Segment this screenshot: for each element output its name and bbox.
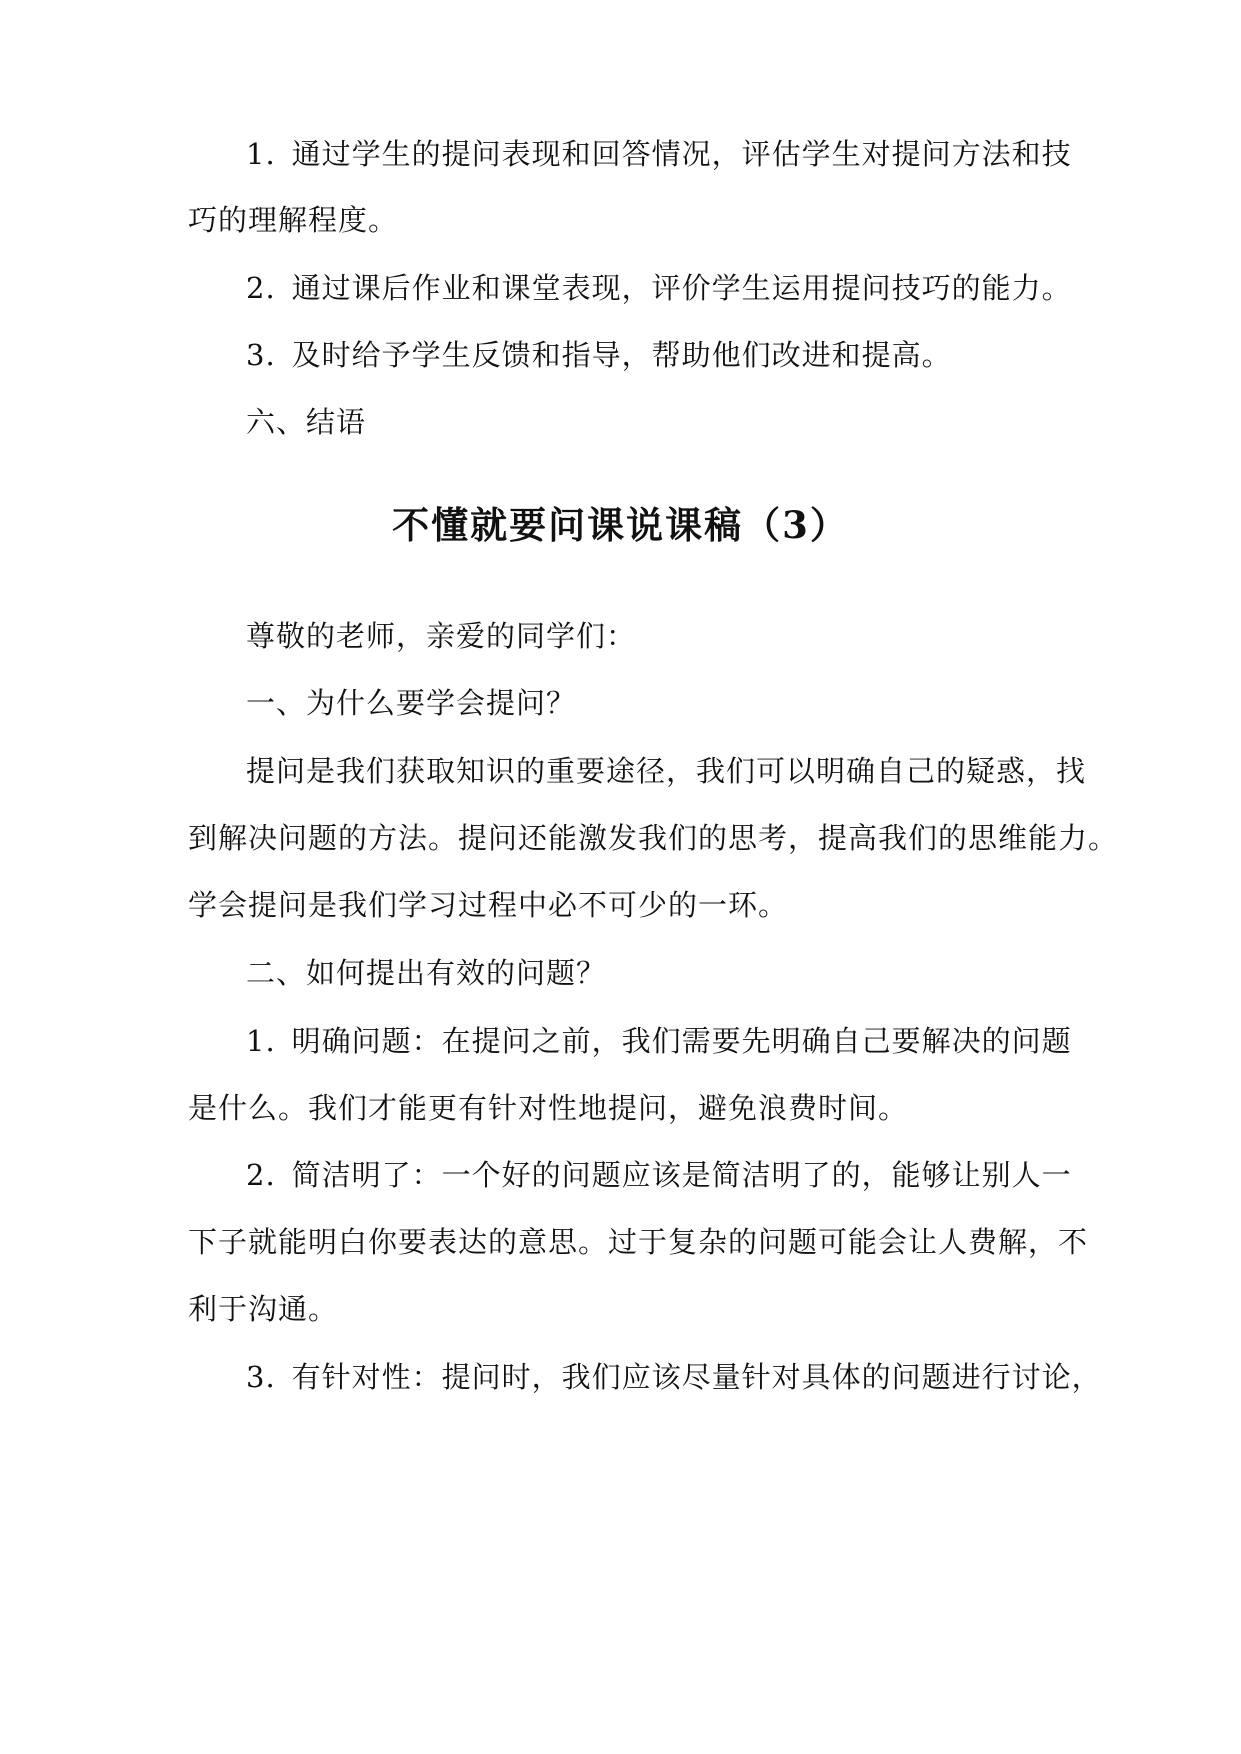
list-item-2-continued: 利于沟通。 — [188, 1292, 339, 1326]
list-number: 1. — [246, 137, 276, 171]
list-number: 1. — [246, 1024, 276, 1058]
list-item-2 — [246, 268, 1116, 308]
list-number: 3. — [246, 1360, 276, 1394]
greeting: 尊敬的老师，亲爱的同学们： — [246, 619, 637, 653]
list-item-3 — [246, 1357, 1116, 1397]
paragraph-line: 学会提问是我们学习过程中必不可少的一环。 — [188, 888, 789, 922]
list-text: 有针对性：提问时，我们应该尽量针对具体的问题进行讨论， — [291, 1360, 1102, 1394]
list-item-2 — [246, 1155, 1116, 1195]
document-title: 不懂就要问课说课稿（3） — [392, 503, 849, 547]
list-text: 及时给予学生反馈和指导，帮助他们改进和提高。 — [291, 338, 952, 372]
paragraph-line: 到解决问题的方法。提问还能激发我们的思考，提高我们的思维能力。 — [188, 821, 1119, 855]
list-text: 明确问题：在提问之前，我们需要先明确自己要解决的问题 — [291, 1024, 1072, 1058]
list-text: 通过学生的提问表现和回答情况，评估学生对提问方法和技 — [291, 137, 1072, 171]
paragraph-line: 提问是我们获取知识的重要途径，我们可以明确自己的疑惑，找 — [246, 754, 1087, 788]
list-item-1 — [246, 134, 1116, 174]
list-text: 简洁明了：一个好的问题应该是简洁明了的，能够让别人一 — [291, 1158, 1072, 1192]
section-heading-conclusion: 六、结语 — [246, 405, 367, 439]
list-item-1-continued: 是什么。我们才能更有针对性地提问，避免浪费时间。 — [188, 1091, 909, 1125]
list-item-1-continued: 巧的理解程度。 — [188, 203, 399, 237]
section-heading-1: 一、为什么要学会提问？ — [246, 686, 577, 720]
list-number: 3. — [246, 338, 276, 372]
list-item-2-continued: 下子就能明白你要表达的意思。过于复杂的问题可能会让人费解，不 — [188, 1225, 1089, 1259]
list-item-3 — [246, 335, 1116, 375]
list-text: 通过课后作业和课堂表现，评价学生运用提问技巧的能力。 — [291, 271, 1072, 305]
list-number: 2. — [246, 271, 276, 305]
section-heading-2: 二、如何提出有效的问题？ — [246, 956, 607, 990]
list-number: 2. — [246, 1158, 276, 1192]
list-item-1 — [246, 1021, 1116, 1061]
